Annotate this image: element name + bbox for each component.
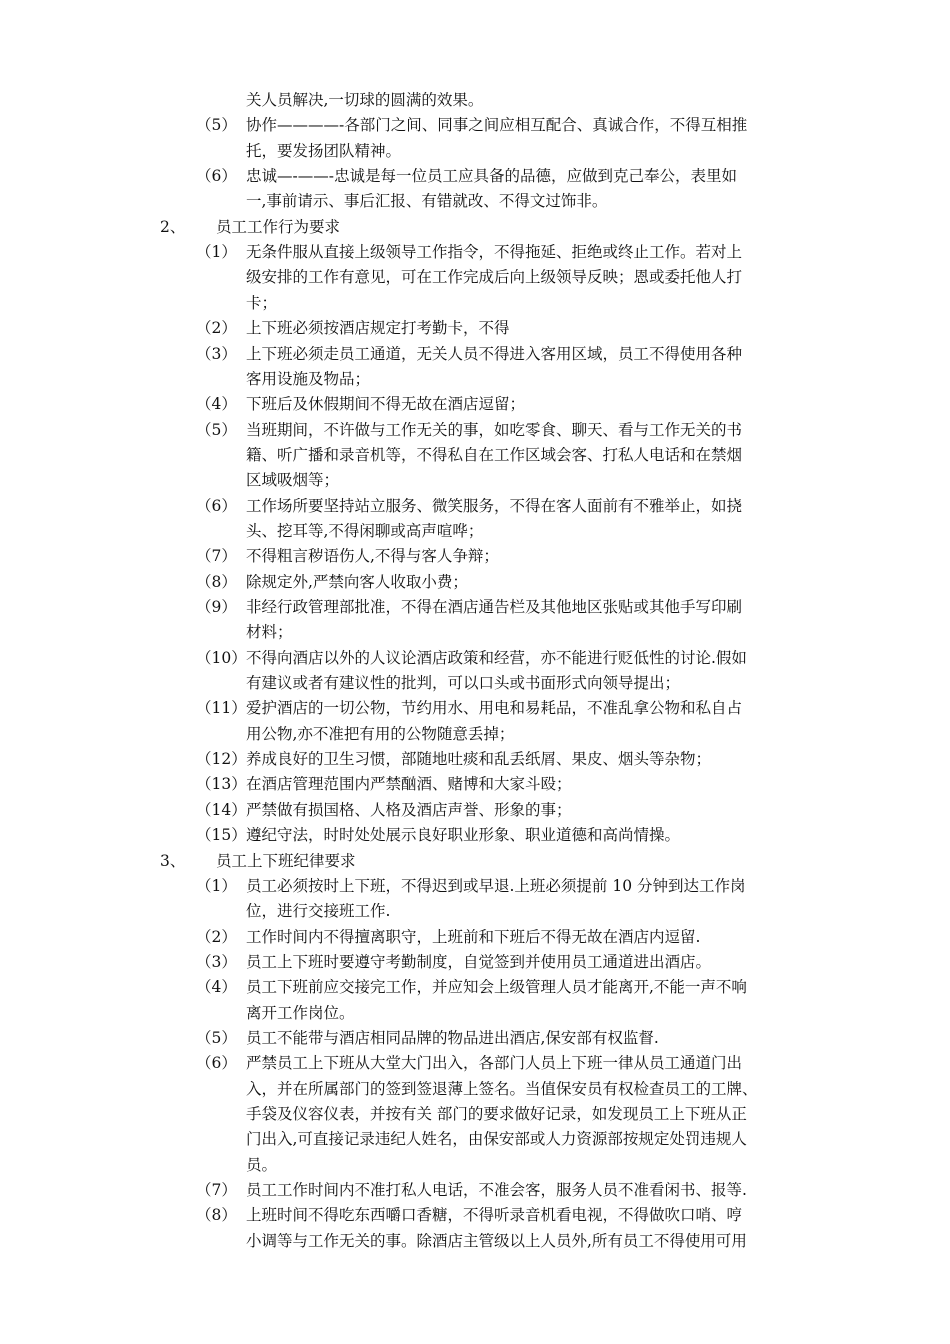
item-text: 籍、听广播和录音机等，不得私自在工作区域会客、打私人电话和在禁烟	[246, 445, 743, 464]
item-number: （7）	[196, 1181, 237, 1200]
section-number: 3、	[160, 851, 186, 870]
item-number: （11）	[196, 699, 247, 718]
item-number: （5）	[196, 420, 237, 439]
item-text: 非经行政管理部批准，不得在酒店通告栏及其他地区张贴或其他手写印刷	[246, 598, 743, 616]
item-text: 下班后及休假期间不得无故在酒店逗留；	[246, 395, 526, 414]
item-number: （2）	[196, 319, 237, 338]
item-text: 不得向酒店以外的人议论酒店政策和经营，亦不能进行贬低性的讨论.假如	[246, 648, 747, 667]
item-number: （14）	[196, 800, 247, 819]
item-text: 用公物,亦不准把有用的公物随意丢掉；	[246, 724, 515, 743]
item-text: 忠诚—-——-忠诚是每一位员工应具备的品德，应做到克己奉公，表里如	[246, 167, 737, 186]
item-number: （6）	[196, 1054, 237, 1073]
item-number: （3）	[196, 952, 237, 971]
item-text: 入，并在所属部门的签到签退薄上签名。当值保安员有权检查员工的工牌、	[246, 1079, 758, 1098]
item-text: 上班时间不得吃东西嚼口香糖，不得听录音机看电视，不得做吹口哨、哼	[246, 1206, 743, 1225]
item-text: 关人员解决,一切球的圆满的效果。	[246, 91, 484, 109]
item-text: 员。	[246, 1155, 278, 1174]
item-text: 门出入,可直接记录违纪人姓名，由保安部或人力资源部按规定处罚违规人	[246, 1130, 747, 1149]
item-number: （5）	[196, 116, 237, 135]
item-number: （1）	[196, 876, 237, 895]
item-text: 有建议或者有建议性的批判，可以口头或书面形式向领导提出；	[246, 674, 681, 693]
item-text: 当班期间，不许做与工作无关的事，如吃零食、聊天、看与工作无关的书	[246, 420, 743, 439]
item-text: 手袋及仪容仪表，并按有关 部门的要求做好记录，如发现员工上下班从正	[246, 1105, 747, 1123]
item-text: 在酒店管理范围内严禁酗酒、赌博和大家斗殴；	[246, 775, 572, 794]
item-text: 小调等与工作无关的事。除酒店主管级以上人员外,所有员工不得使用可用	[246, 1231, 747, 1250]
item-text: 客用设施及物品；	[246, 369, 371, 388]
section-number: 2、	[160, 217, 186, 236]
item-text: 卡；	[246, 293, 278, 312]
item-text: 严禁做有损国格、人格及酒店声誉、形象的事；	[246, 800, 572, 819]
item-number: （8）	[196, 1206, 237, 1225]
item-text: 离开工作岗位。	[246, 1003, 355, 1022]
item-text: 协作————-各部门之间、同事之间应相互配合、真诚合作，不得互相推	[246, 116, 748, 135]
item-text: 级安排的工作有意见，可在工作完成后向上级领导反映；恩或委托他人打	[246, 268, 743, 287]
item-number: （9）	[196, 598, 237, 616]
item-number: （4）	[196, 395, 237, 414]
item-text: 工作场所要坚持站立服务、微笑服务，不得在客人面前有不雅举止，如挠	[246, 496, 743, 515]
item-number: （6）	[196, 167, 237, 186]
item-number: （12）	[196, 750, 247, 769]
item-text: 爱护酒店的一切公物，节约用水、用电和易耗品，不准乱拿公物和私自占	[246, 699, 743, 718]
item-text: 位，进行交接班工作.	[246, 902, 391, 921]
item-text: 头、挖耳等,不得闲聊或高声喧哗；	[246, 521, 484, 540]
item-number: （4）	[196, 978, 237, 997]
item-text: 材料；	[246, 623, 293, 642]
section-heading-text: 员工上下班纪律要求	[216, 851, 356, 870]
item-text: 无条件服从直接上级领导工作指令，不得拖延、拒绝或终止工作。若对上	[246, 243, 743, 262]
item-number: （8）	[196, 572, 237, 591]
item-text: 员工下班前应交接完工作，并应知会上级管理人员才能离开,不能一声不响	[246, 978, 747, 997]
item-text: 严禁员工上下班从大堂大门出入，各部门人员上下班一律从员工通道门出	[246, 1054, 743, 1073]
item-text: 区域吸烟等；	[246, 471, 340, 490]
item-text: 养成良好的卫生习惯，部随地吐痰和乱丢纸屑、果皮、烟头等杂物；	[246, 750, 712, 769]
item-text: 员工工作时间内不准打私人电话，不准会客，服务人员不准看闲书、报等.	[246, 1181, 747, 1200]
item-number: （13）	[196, 775, 247, 794]
item-text: 上下班必须走员工通道，无关人员不得进入客用区域，员工不得使用各种	[246, 344, 743, 363]
item-text: 工作时间内不得擅离职守，上班前和下班后不得无故在酒店内逗留.	[246, 927, 701, 946]
item-text: 上下班必须按酒店规定打考勤卡，不得	[246, 319, 510, 338]
item-text: 一,事前请示、事后汇报、有错就改、不得文过饰非。	[246, 192, 608, 211]
item-number: （1）	[196, 243, 237, 262]
item-number: （6）	[196, 496, 237, 515]
item-number: （7）	[196, 547, 237, 566]
item-number: （10）	[196, 648, 247, 667]
item-number: （15）	[196, 826, 247, 845]
item-number: （5）	[196, 1028, 237, 1047]
item-text: 员工必须按时上下班，不得迟到或早退.上班必须提前 10 分钟到达工作岗	[246, 876, 746, 895]
item-text: 除规定外,严禁向客人收取小费；	[246, 572, 468, 591]
item-text: 托，要发扬团队精神。	[246, 141, 402, 160]
item-text: 员工不能带与酒店相同品牌的物品进出酒店,保安部有权监督.	[246, 1028, 659, 1047]
item-text: 不得粗言秽语伤人,不得与客人争辩；	[246, 547, 499, 566]
section-heading-text: 员工工作行为要求	[216, 217, 341, 236]
item-number: （3）	[196, 344, 237, 363]
item-text: 员工上下班时要遵守考勤制度，自觉签到并使用员工通道进出酒店。	[246, 952, 712, 971]
item-text: 遵纪守法，时时处处展示良好职业形象、职业道德和高尚情操。	[246, 826, 681, 845]
item-number: （2）	[196, 927, 237, 946]
